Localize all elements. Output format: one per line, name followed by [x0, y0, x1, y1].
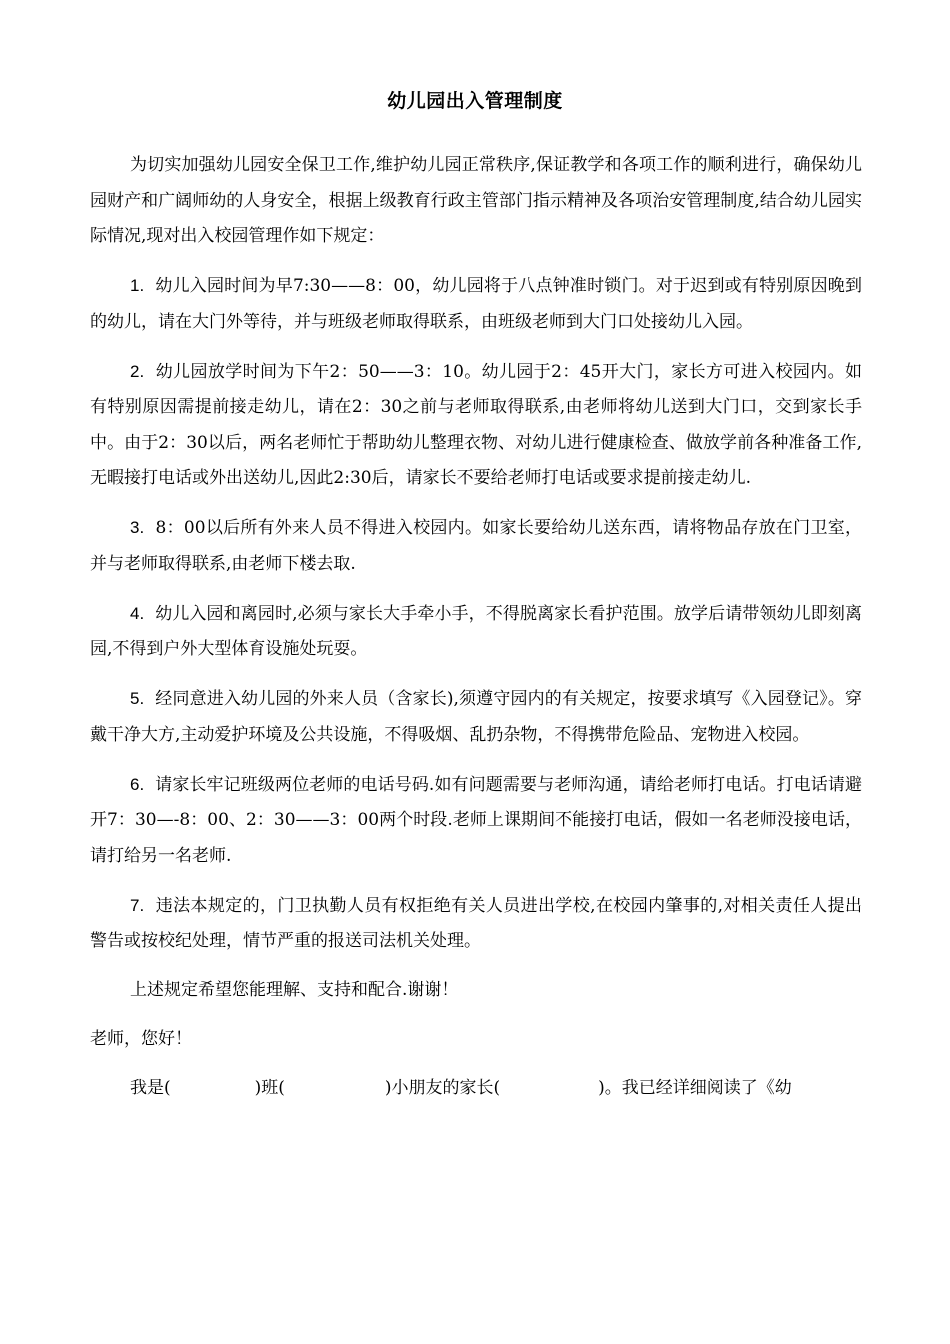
rule-item-2	[90, 354, 862, 497]
rule-item-6	[90, 767, 862, 875]
salutation: 老师，您好！	[90, 1029, 192, 1049]
rule-number: 6.	[130, 774, 145, 794]
rule-item-7	[90, 888, 862, 960]
rule-number: 4.	[130, 603, 145, 623]
reply-part-4: )。我已经详细阅读了《幼	[598, 1078, 792, 1098]
rule-item-4	[90, 596, 862, 668]
rule-text: 幼儿入园和离园时,必须与家长大手牵小手，不得脱离家长看护范围。放学后请带领幼儿即刻离园,不得到户外大型体育设施处玩耍。	[90, 603, 863, 659]
rule-number: 5.	[130, 689, 145, 708]
rule-item-3	[90, 510, 862, 582]
reply-part-2: )班(	[254, 1078, 285, 1098]
reply-paragraph	[90, 1071, 862, 1107]
rule-text: 幼儿入园时间为早7:30——8：00，幼儿园将于八点钟准时锁门。对于迟到或有特别原因晚到的幼儿，请在大门外等待，并与班级老师取得联系，由班级老师到大门口处接幼儿入园。	[90, 276, 862, 332]
rule-item-5	[90, 681, 862, 753]
closing-paragraph: 上述规定希望您能理解、支持和配合.谢谢！	[130, 980, 459, 1000]
reply-part-3: )小朋友的家长(	[384, 1078, 501, 1098]
rule-item-1	[90, 268, 862, 340]
rule-number: 2.	[130, 361, 145, 381]
rule-text: 幼儿园放学时间为下午2：50——3：10。幼儿园于2：45开大门，家长方可进入校园内。如有特别原因需提前接走幼儿，请在2：30之前与老师取得联系,由老师将幼儿送到大门口，交到家长手中。由于2：30以后，两名老师忙于帮助幼儿整理衣物、对幼儿进行健康检查、做放学前各种准备工作,无暇接打电话或外出送幼儿,因此2:30后，请家长不要给老师打电话或要求提前接走幼儿.	[90, 361, 862, 488]
reply-part-1: 我是(	[130, 1078, 171, 1098]
rule-text: 经同意进入幼儿园的外来人员（含家长),须遵守园内的有关规定，按要求填写《入园登记》。穿戴干净大方,主动爱护环境及公共设施，不得吸烟、乱扔杂物，不得携带危险品、宠物进入校园。	[90, 689, 862, 745]
intro-paragraph: 为切实加强幼儿园安全保卫工作,维护幼儿园正常秩序,保证教学和各项工作的顺利进行，确保幼儿园财产和广阔师幼的人身安全，根据上级教育行政主管部门指示精神及各项治安管理制度,结合幼儿园实际情况,现对出入校园管理作如下规定：	[90, 155, 862, 246]
rule-text: 请家长牢记班级两位老师的电话号码.如有问题需要与老师沟通，请给老师打电话。打电话请避开7：30—-8：00、2：30——3：00两个时段.老师上课期间不能接打电话，假如一名老师没接电话，请打给另一名老师.	[90, 774, 863, 866]
rule-number: 7.	[130, 895, 145, 915]
rule-number: 1.	[130, 276, 145, 295]
rule-text: 违法本规定的，门卫执勤人员有权拒绝有关人员进出学校,在校园内肇事的,对相关责任人提出警告或按校纪处理，情节严重的报送司法机关处理。	[90, 895, 862, 951]
document-body	[90, 148, 862, 1120]
rule-text: 8：00以后所有外来人员不得进入校园内。如家长要给幼儿送东西，请将物品存放在门卫室，并与老师取得联系,由老师下楼去取.	[90, 518, 862, 574]
rule-number: 3.	[130, 518, 145, 537]
document-title: 幼儿园出入管理制度	[387, 90, 563, 112]
